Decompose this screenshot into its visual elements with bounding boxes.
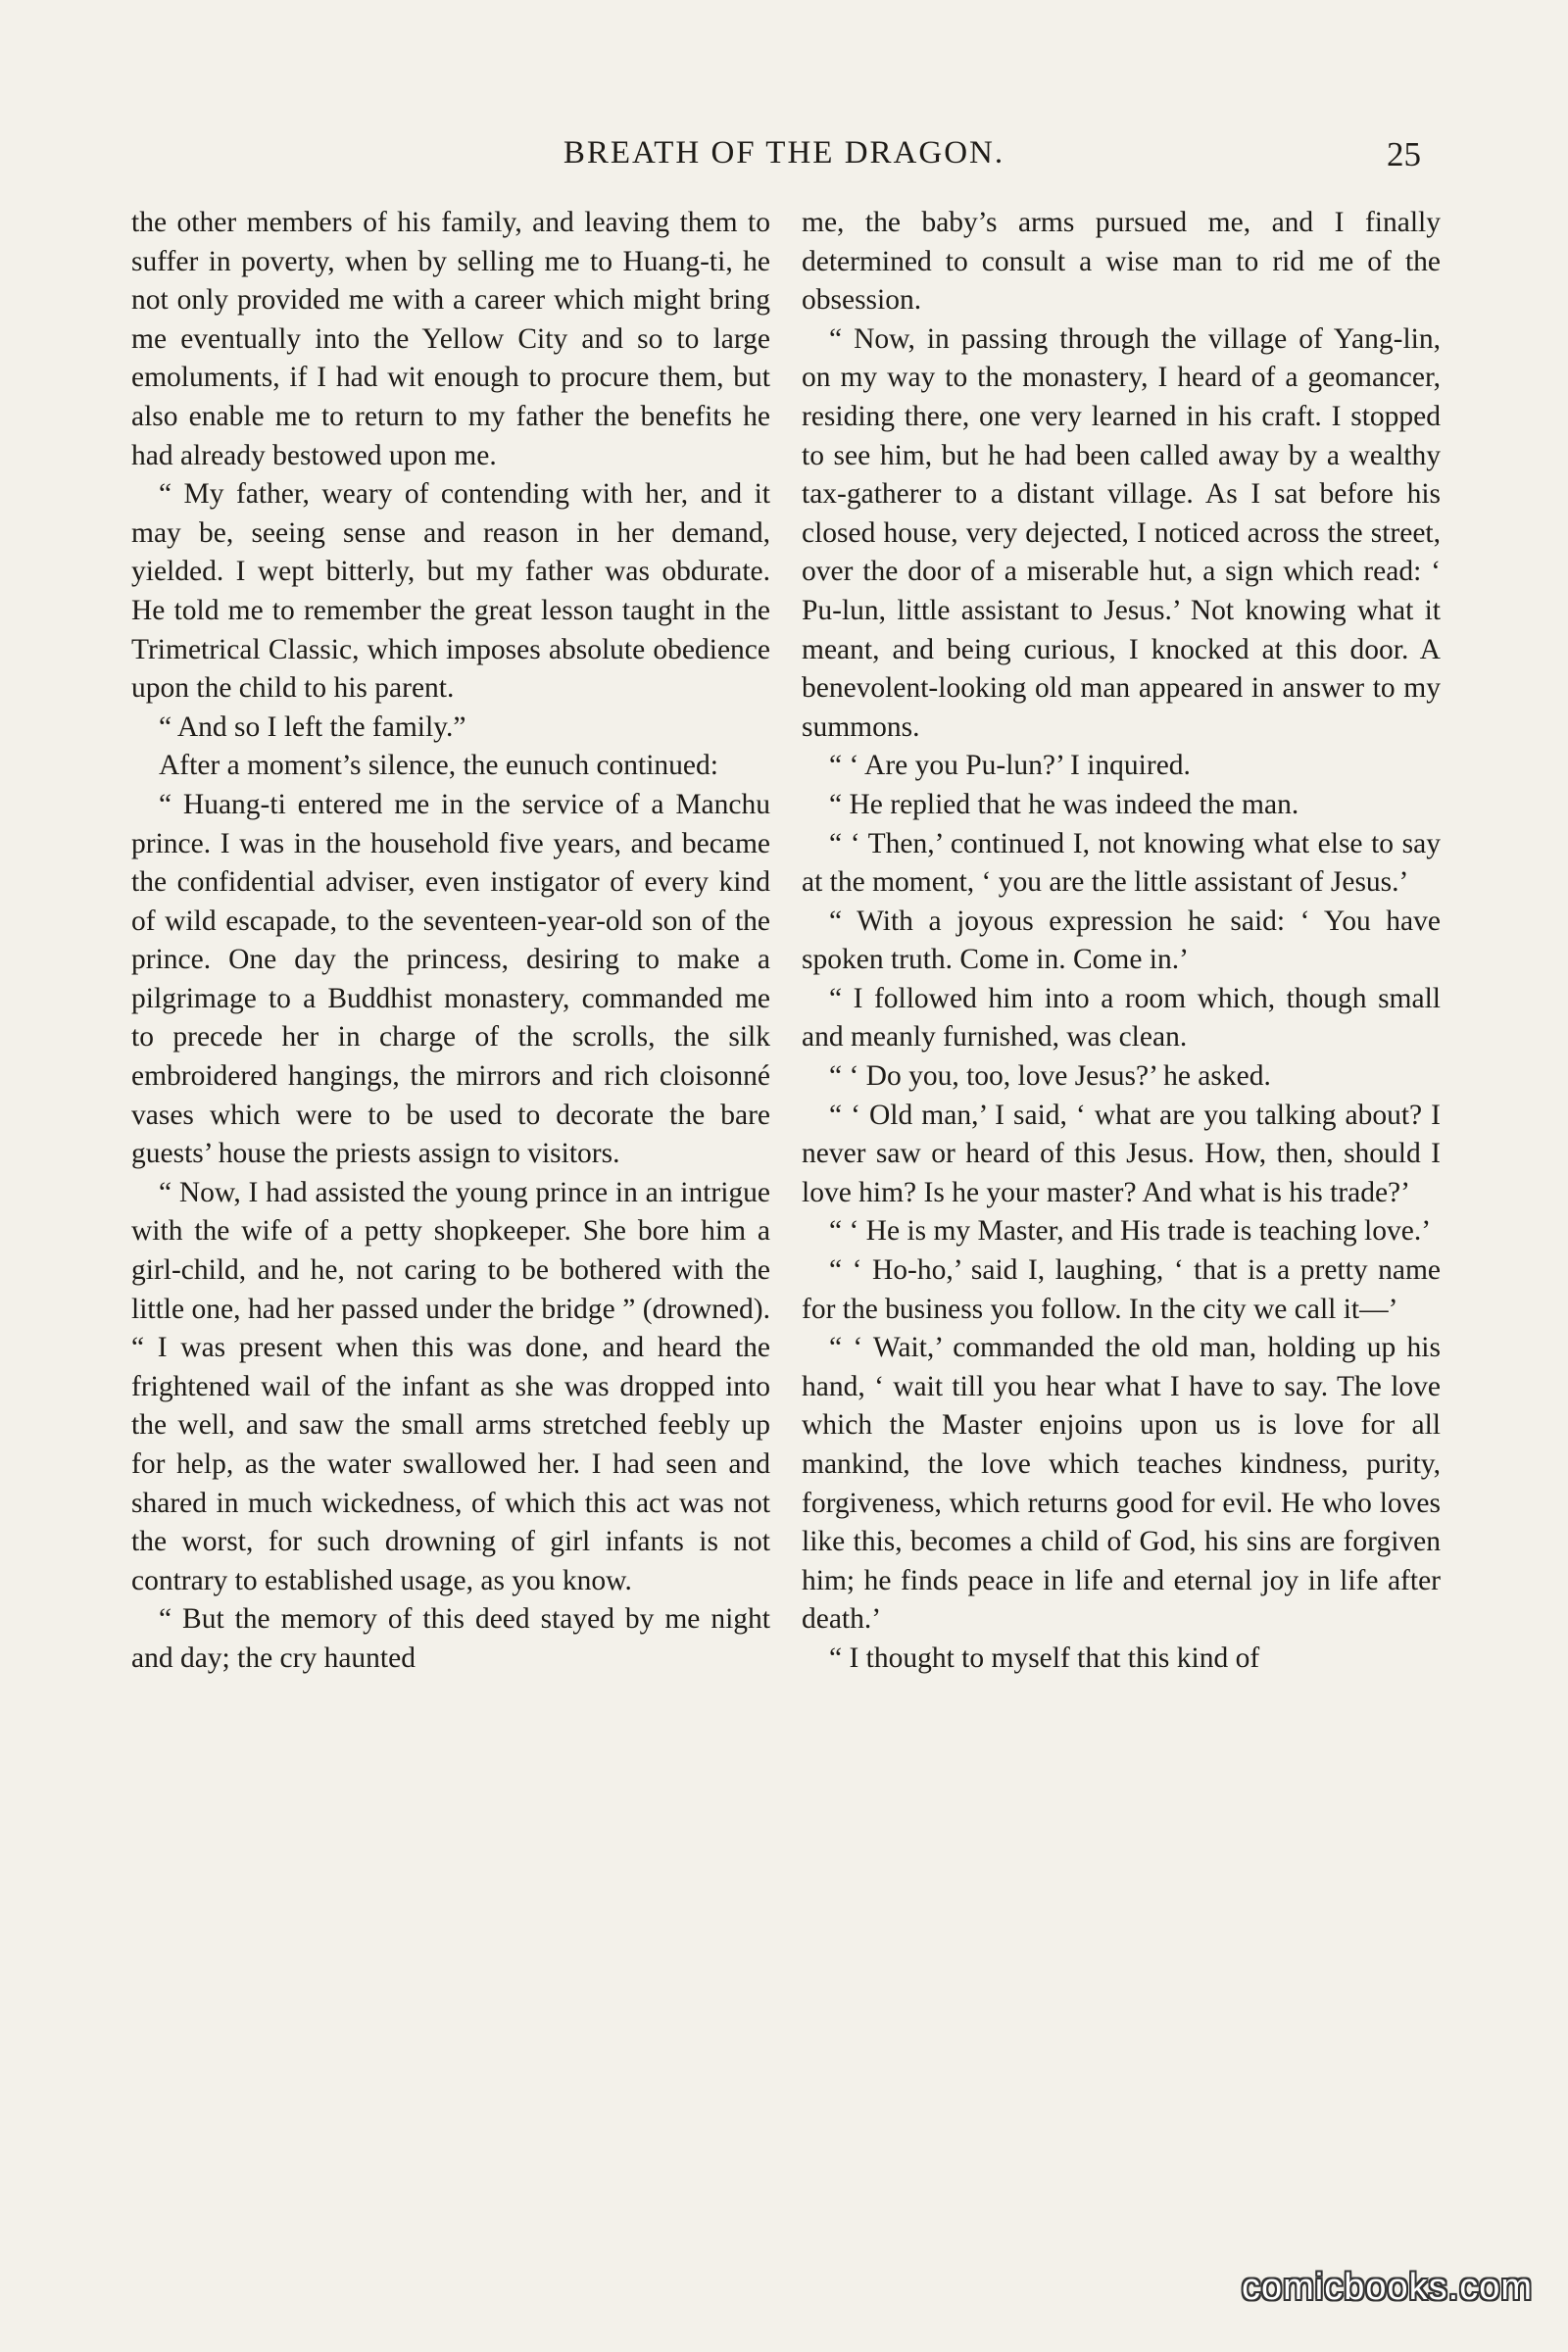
paragraph: “ ‘ Do you, too, love Jesus?’ he asked. [829, 1060, 1271, 1093]
paragraph: “ And so I left the family.” [159, 710, 466, 743]
paragraph: “ ‘ Then,’ continued I, not knowing what else to say at the moment, ‘ you are the little assistant of Jesus.’ [802, 827, 1441, 899]
paragraph: “ ‘ Are you Pu-lun?’ I inquired. [829, 750, 1191, 782]
text-columns [131, 204, 1441, 2213]
right-column [802, 204, 1441, 2213]
paragraph: the other members of his family, and leaving them to suffer in poverty, when by selling me to Huang-ti, he not only provided me with a career which might bring me eventually into the Yellow City and so to large emoluments, if I had wit enough to procure them, but also enable me to return to my father the benefits he had already bestowed upon me. [131, 207, 770, 471]
paragraph: “ With a joyous expression he said: ‘ You have spoken truth. Come in. Come in.’ [802, 905, 1441, 976]
paragraph: “ Now, I had assisted the young prince in an intrigue with the wife of a petty shopkeeper. She bore him a girl-child, and he, not caring to be bothered with the little one, had her passed under the bridge ” (drowned). “ I was present when this was done, and heard the frightened wail of the infant as she was dropped into the well, and saw the small arms stretched feebly up for help, as the water swallowed her. I had seen and shared in much wickedness, of which this act was not the worst, for such drowning of girl infants is not contrary to established usage, as you know. [131, 1176, 770, 1596]
paragraph: “ ‘ Ho-ho,’ said I, laughing, ‘ that is a pretty name for the business you follow. In the city we call it—’ [802, 1254, 1441, 1325]
paragraph: “ Huang-ti entered me in the service of a Manchu prince. I was in the household five years, and became the confidential adviser, even instigator of every kind of wild escapade, to the seventeen-year-old son of the prince. One day the princess, desiring to make a pilgrimage to a Buddhist monastery, commanded me to precede her in charge of the scrolls, the silk embroidered hangings, the mirrors and rich cloisonné vases which were to be used to decorate the bare guests’ house the priests assign to visitors. [131, 788, 770, 1170]
page-header [118, 135, 1450, 184]
paragraph: “ ‘ Wait,’ commanded the old man, holding up his hand, ‘ wait till you hear what I have to say. The love which the Master enjoins upon us is love for all mankind, the love which teaches kindness, purity, forgiveness, which returns good for evil. He who loves like this, becomes a child of God, his sins are forgiven him; he finds peace in life and eternal joy in life after death.’ [802, 1332, 1441, 1636]
watermark-logo: comicbooks.com [1242, 2267, 1533, 2308]
paragraph: “ He replied that he was indeed the man. [829, 788, 1299, 820]
paragraph: “ My father, weary of contending with her, and it may be, seeing sense and reason in her demand, yielded. I wept bitterly, but my father was obdurate. He told me to remember the great lesson taught in the Trimetrical Classic, which imposes absolute obedience upon the child to his parent. [131, 478, 770, 705]
left-column [131, 204, 770, 2213]
paragraph: “ I followed him into a room which, though small and meanly furnished, was clean. [802, 982, 1441, 1054]
paragraph: “ I thought to myself that this kind of [829, 1642, 1260, 1674]
page-number: 25 [1387, 135, 1421, 173]
running-title: BREATH OF THE DRAGON. [563, 135, 1005, 171]
paragraph: “ Now, in passing through the village of Yang-lin, on my way to the monastery, I heard of a geomancer, residing there, one very learned in his craft. I stopped to see him, but he had been called away by a wealthy tax-gatherer to a distant village. As I sat before his closed house, very dejected, I noticed across the street, over the door of a miserable hut, a sign which read: ‘ Pu-lun, little assistant to Jesus.’ Not knowing what it meant, and being curious, I knocked at this door. A benevolent-looking old man appeared in answer to my summons. [802, 322, 1441, 743]
paragraph: “ ‘ Old man,’ I said, ‘ what are you talking about? I never saw or heard of this Jesus. How, then, should I love him? Is he your master? And what is his trade?’ [802, 1099, 1441, 1208]
paragraph: me, the baby’s arms pursued me, and I finally determined to consult a wise man to rid me of the obsession. [802, 207, 1441, 317]
paragraph: After a moment’s silence, the eunuch continued: [159, 750, 718, 782]
paragraph: “ ‘ He is my Master, and His trade is teaching love.’ [829, 1215, 1432, 1248]
paragraph: “ But the memory of this deed stayed by me night and day; the cry haunted [131, 1603, 770, 1674]
